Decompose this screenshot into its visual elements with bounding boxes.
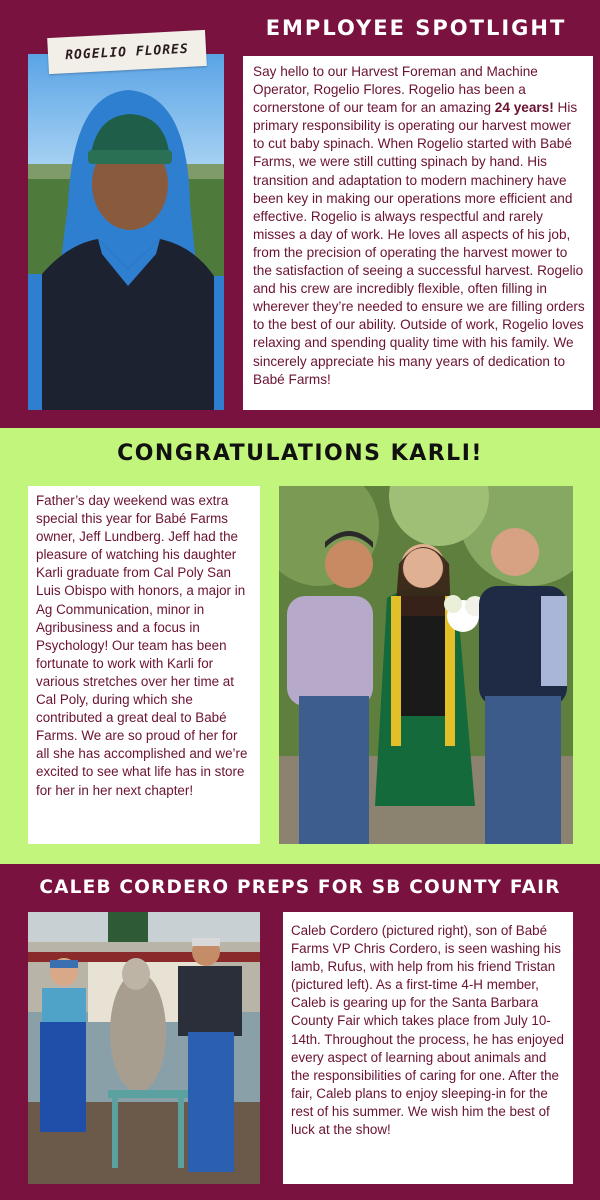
fair-heading: CALEB CORDERO PREPS FOR SB COUNTY FAIR [39,877,561,898]
graduation-illustration [279,486,573,844]
spotlight-text-box [243,56,593,410]
congrats-text-box [28,486,260,844]
lamb-washing-illustration [28,912,260,1184]
county-fair-section [0,864,600,1200]
congrats-body: Father’s day weekend was extra special this year for Babé Farms owner, Jeff Lundberg. Jeff had the pleasure of watching his daughter Karli graduate from Cal Poly San Luis Obispo with honors, a major in Ag Communication, minor in Agribusiness and a focus in Psychology! Our team has been fortunate to work with Karli for various stretches over her time at Cal Poly, during which she contributed a great deal to Babé Farms. We are so proud of her for all she has accomplished and we’re excited to see what life has in store for her in her next chapter! [36,493,248,798]
spotlight-years-highlight: 24 years! [494,100,554,116]
spotlight-heading: EMPLOYEE SPOTLIGHT [265,16,567,40]
congrats-heading: CONGRATULATIONS KARLI! [117,441,483,466]
lamb-washing-photo [28,912,260,1184]
graduation-photo [279,486,573,844]
rogelio-photo [28,54,224,410]
name-tag: ROGELIO FLORES [47,30,207,74]
spotlight-body-start: Say hello to our Harvest Foreman and Machine Operator, Rogelio Flores. Rogelio has been a cornerstone of our team for an amazing [253,64,538,116]
congratulations-section [0,428,600,864]
fair-text-box [283,912,573,1184]
employee-spotlight-section [0,0,600,428]
rogelio-portrait-illustration [28,54,224,410]
fair-body: Caleb Cordero (pictured right), son of Babé Farms VP Chris Cordero, is seen washing his lamb, Rufus, with help from his friend Tristan (pictured left). As a first-time 4-H member, Caleb is gearing up for the Santa Barbara County Fair which takes place from July 10-14th. Throughout the process, he has enjoyed every aspect of learning about animals and the responsibilities of caring for one. After the fair, Caleb plans to enjoy sleeping-in for the rest of his summer. We wish him the best of luck at the show! [291,923,564,1138]
spotlight-body-rest: His primary responsibility is operating our harvest mower to cut baby spinach. When Rogelio started with Babé Farms, we were still cutting spinach by hand. His transition and adaptation to modern machinery have been key in making our operations more efficient and effective. Rogelio is always respectful and rarely misses a day of work. He loves all aspects of his job, from the precision of operating the harvest mower to the satisfaction of seeing a successful harvest. Rogelio and his crew are incredibly flexible, often filling in wherever they’re needed to ensure we are filling orders to the best of our ability. Outside of work, Rogelio loves relaxing and spending quality time with his family. We sincerely appreciate his many years of dedication to Babé Farms! [253,100,585,387]
